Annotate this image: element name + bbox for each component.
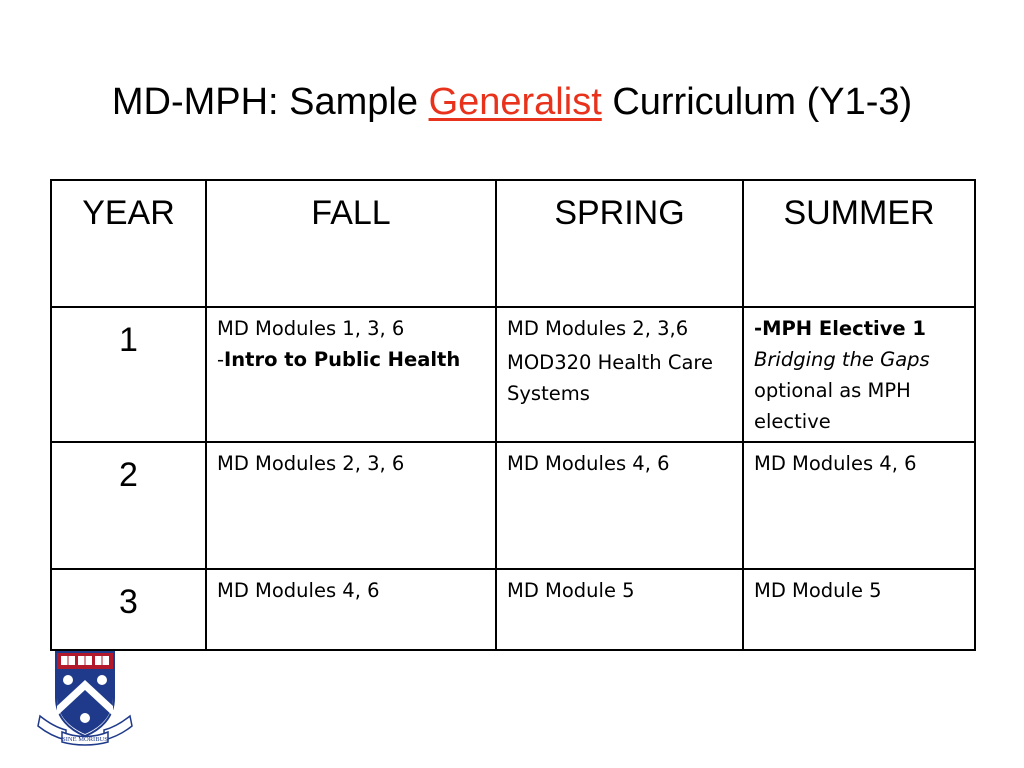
fall-cell: MD Modules 4, 6	[206, 569, 496, 650]
fall-cell: MD Modules 2, 3, 6	[206, 442, 496, 569]
fall-course-prefix: -	[217, 348, 225, 371]
summer-note-italic: Bridging the Gaps	[754, 348, 930, 371]
spring-modules: MD Modules 2, 3,6	[507, 317, 689, 340]
title-prefix: MD-MPH: Sample	[111, 81, 429, 123]
header-year: YEAR	[51, 180, 206, 307]
title-suffix: Curriculum (Y1-3)	[601, 81, 913, 123]
table-row	[51, 569, 975, 650]
summer-cell	[743, 307, 975, 442]
title-highlight: Generalist	[428, 81, 602, 123]
page-title	[0, 76, 1024, 128]
summer-cell: MD Module 5	[743, 569, 975, 650]
header-fall: FALL	[206, 180, 496, 307]
spring-course: MOD320 Health Care Systems	[507, 351, 713, 405]
table-row	[51, 442, 975, 569]
fall-course-name: Intro to Public Health	[224, 348, 461, 371]
summer-elective: -MPH Elective 1	[754, 317, 926, 340]
table-header-row	[51, 180, 975, 307]
summer-note-rest: optional as MPH elective	[754, 379, 911, 433]
summer-cell: MD Modules 4, 6	[743, 442, 975, 569]
university-crest-icon	[36, 646, 134, 746]
spring-cell: MD Module 5	[496, 569, 743, 650]
year-cell: 1	[51, 307, 206, 442]
spring-cell	[496, 307, 743, 442]
year-cell: 2	[51, 442, 206, 569]
table-row	[51, 307, 975, 442]
header-spring: SPRING	[496, 180, 743, 307]
header-summer: SUMMER	[743, 180, 975, 307]
spring-cell: MD Modules 4, 6	[496, 442, 743, 569]
curriculum-table	[50, 179, 976, 651]
fall-modules: MD Modules 1, 3, 6	[217, 317, 405, 340]
year-cell: 3	[51, 569, 206, 650]
fall-course	[217, 344, 489, 375]
crest-motto: SINE MORIBUS	[62, 736, 108, 743]
summer-note	[754, 344, 968, 437]
fall-cell	[206, 307, 496, 442]
